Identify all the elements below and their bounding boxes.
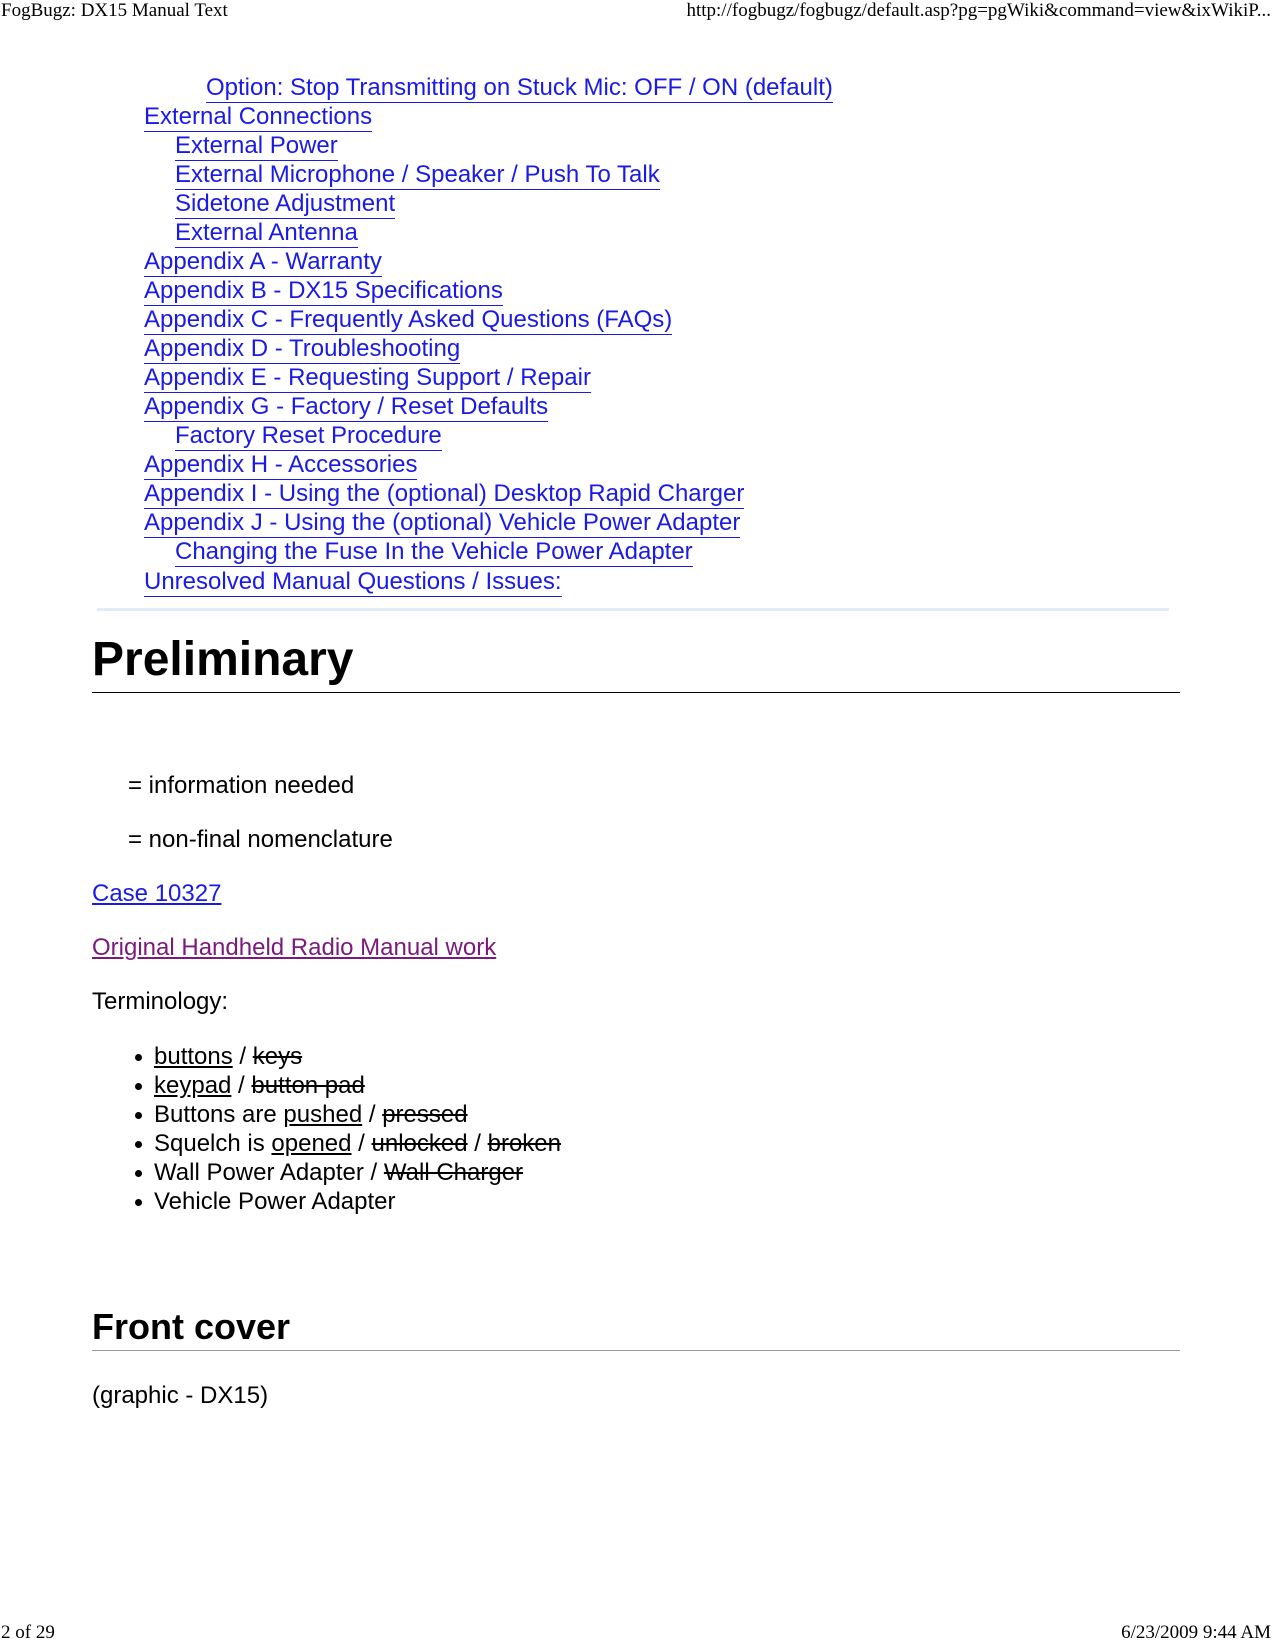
toc-link-stop-transmitting[interactable]: Option: Stop Transmitting on Stuck Mic: OFF / ON (default) (206, 74, 833, 101)
term-prefix: Buttons are (154, 1101, 284, 1128)
term-separator: / (467, 1130, 488, 1157)
terminology-list (154, 1042, 561, 1216)
print-datetime: 6/23/2009 9:44 AM (1121, 1622, 1271, 1643)
term-separator: / (351, 1130, 372, 1157)
term-separator: / (363, 1159, 384, 1186)
term-preferred: opened (271, 1130, 352, 1157)
term-deprecated: broken (487, 1130, 561, 1157)
term-separator: / (232, 1043, 253, 1070)
toc-link-appendix-c[interactable]: Appendix C - Frequently Asked Questions (FAQs) (144, 306, 673, 333)
toc-link-external-power[interactable]: External Power (175, 132, 338, 159)
list-item (154, 1158, 561, 1187)
toc-link-appendix-d[interactable]: Appendix D - Troubleshooting (144, 335, 461, 362)
page-number: 2 of 29 (1, 1622, 55, 1643)
toc-link-unresolved-questions[interactable]: Unresolved Manual Questions / Issues: (144, 568, 562, 595)
heading-underline (92, 692, 1180, 693)
toc-link-appendix-b[interactable]: Appendix B - DX15 Specifications (144, 277, 503, 304)
toc-link-appendix-g[interactable]: Appendix G - Factory / Reset Defaults (144, 393, 549, 420)
term-preferred: buttons (154, 1043, 233, 1070)
term-separator: / (231, 1072, 252, 1099)
toc-link-external-antenna[interactable]: External Antenna (175, 219, 358, 246)
toc-link-appendix-a[interactable]: Appendix A - Warranty (144, 248, 382, 275)
print-header-url: http://fogbugz/fogbugz/default.asp?pg=pgWiki&command=view&ixWikiP... (686, 0, 1271, 21)
term-deprecated: button pad (251, 1072, 365, 1099)
toc-link-factory-reset-procedure[interactable]: Factory Reset Procedure (175, 422, 442, 449)
toc-divider (97, 608, 1169, 611)
section-heading-front-cover: Front cover (92, 1306, 291, 1347)
toc-link-external-microphone[interactable]: External Microphone / Speaker / Push To Talk (175, 161, 660, 188)
section-heading-preliminary: Preliminary (92, 633, 354, 686)
term-deprecated: pressed (382, 1101, 468, 1128)
toc-link-external-connections[interactable]: External Connections (144, 103, 373, 130)
print-header-title: FogBugz: DX15 Manual Text (1, 0, 228, 21)
original-manual-link[interactable]: Original Handheld Radio Manual work (92, 934, 497, 961)
term-deprecated: keys (252, 1043, 303, 1070)
toc-link-sidetone-adjustment[interactable]: Sidetone Adjustment (175, 190, 396, 217)
toc-link-appendix-e[interactable]: Appendix E - Requesting Support / Repair (144, 364, 591, 391)
heading-underline (92, 1350, 1180, 1351)
toc-link-changing-fuse[interactable]: Changing the Fuse In the Vehicle Power Adapter (175, 538, 693, 565)
list-item (154, 1129, 561, 1158)
term-separator: / (362, 1101, 383, 1128)
list-item (154, 1100, 561, 1129)
term-deprecated: unlocked (371, 1130, 468, 1157)
list-item (154, 1042, 561, 1071)
term-preferred: pushed (283, 1101, 363, 1128)
toc-link-appendix-h[interactable]: Appendix H - Accessories (144, 451, 418, 478)
case-link[interactable]: Case 10327 (92, 880, 222, 907)
legend-information-needed: = information needed (128, 772, 355, 799)
terminology-label: Terminology: (92, 988, 229, 1015)
term-prefix: Squelch is (154, 1130, 272, 1157)
toc-link-appendix-i[interactable]: Appendix I - Using the (optional) Desktop Rapid Charger (144, 480, 745, 507)
graphic-placeholder-note: (graphic - DX15) (92, 1382, 269, 1409)
legend-non-final-nomenclature: = non-final nomenclature (128, 826, 393, 853)
term-deprecated: Wall Charger (383, 1159, 524, 1186)
print-footer (0, 1622, 1274, 1642)
term-preferred: keypad (154, 1072, 232, 1099)
term-plain: Vehicle Power Adapter (154, 1188, 396, 1215)
list-item (154, 1071, 561, 1100)
term-plain: Wall Power Adapter (154, 1159, 364, 1186)
toc-link-appendix-j[interactable]: Appendix J - Using the (optional) Vehicle Power Adapter (144, 509, 741, 536)
print-header (0, 0, 1274, 24)
list-item (154, 1187, 561, 1216)
